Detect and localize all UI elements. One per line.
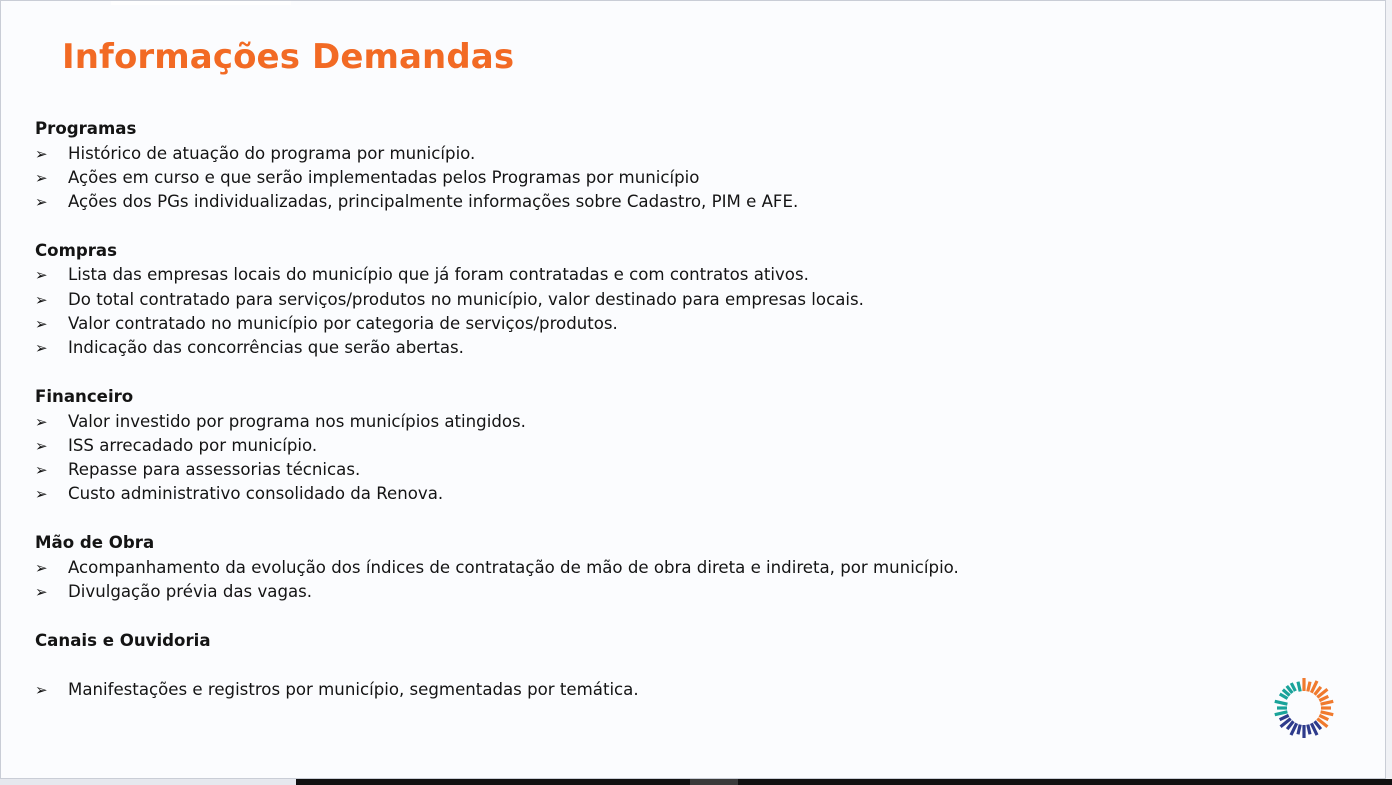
list-item: [35, 312, 1135, 336]
list-item: [35, 288, 1135, 312]
logo-ray: [1275, 701, 1288, 704]
section-gap: [35, 214, 1135, 239]
list-item: [35, 166, 1135, 190]
window-edge-right: [1386, 0, 1392, 779]
arrow-bullet-icon: ➢: [35, 583, 48, 602]
list-item-text: Manifestações e registros por município, segmentadas por temática.: [68, 679, 639, 699]
taskbar-mark: [690, 779, 738, 785]
arrow-bullet-icon: ➢: [35, 485, 48, 504]
arrow-bullet-icon: ➢: [35, 314, 48, 333]
list-item-text: Acompanhamento da evolução dos índices de contratação de mão de obra direta e indireta, por município.: [68, 557, 959, 577]
logo-ray: [1298, 682, 1300, 692]
logo-ray: [1321, 712, 1334, 715]
list-item-text: Ações em curso e que serão implementadas pelos Programas por município: [68, 167, 700, 187]
section-financeiro: [35, 385, 1135, 507]
window-edge-bottom: [0, 779, 296, 785]
circular-burst-logo-icon: [1269, 673, 1339, 743]
list-item-text: Valor investido por programa nos municípios atingidos.: [68, 411, 526, 431]
section-title: Canais e Ouvidoria: [35, 630, 211, 650]
arrow-bullet-icon: ➢: [35, 290, 48, 309]
logo-ray: [1321, 701, 1334, 704]
arrow-bullet-icon: ➢: [35, 461, 48, 480]
list-item: [35, 190, 1135, 214]
arrow-bullet-icon: ➢: [35, 436, 48, 455]
logo-ray: [1280, 715, 1289, 719]
list-item-text: Lista das empresas locais do município que já foram contratadas e com contratos ativos.: [68, 265, 809, 285]
section-title: Programas: [35, 119, 137, 138]
list-item-text: Valor contratado no município por categoria de serviços/produtos.: [68, 313, 618, 333]
arrow-bullet-icon: ➢: [35, 412, 48, 431]
list-item-text: Indicação das concorrências que serão abertas.: [68, 338, 464, 358]
arrow-bullet-icon: ➢: [35, 144, 48, 163]
logo-ray: [1319, 715, 1328, 719]
list-item: [35, 410, 1135, 434]
section-compras: [35, 239, 1135, 361]
list-item-text: Do total contratado para serviços/produtos no município, valor destinado para empresas locais.: [68, 289, 864, 309]
section-title: Financeiro: [35, 387, 134, 407]
logo-ray: [1319, 696, 1328, 700]
logo-ray: [1308, 682, 1310, 692]
taskbar-strip: [296, 779, 1392, 785]
section-title: Mão de Obra: [35, 533, 155, 553]
list-item-text: Divulgação prévia das vagas.: [68, 582, 313, 602]
list-item: [35, 263, 1135, 287]
list-item: [35, 580, 1135, 604]
section-mao-de-obra: [35, 531, 1135, 604]
page-title: Informações Demandas: [62, 37, 515, 77]
list-item: [35, 142, 1135, 166]
top-notch: [111, 1, 291, 5]
list-item-text: Repasse para assessorias técnicas.: [68, 460, 361, 480]
logo-ray: [1308, 725, 1310, 735]
list-item-text: Custo administrativo consolidado da Renova.: [68, 484, 444, 504]
content-list: [35, 117, 1135, 702]
section-gap: [35, 604, 1135, 629]
arrow-bullet-icon: ➢: [35, 266, 48, 285]
section-title: Compras: [35, 240, 118, 260]
arrow-bullet-icon: ➢: [35, 680, 48, 699]
arrow-bullet-icon: ➢: [35, 168, 48, 187]
logo-ray: [1291, 683, 1295, 691]
list-item: [35, 678, 1135, 702]
section-gap: [35, 507, 1135, 532]
section-gap: [35, 361, 1135, 386]
list-item: [35, 482, 1135, 506]
list-item: [35, 434, 1135, 458]
arrow-bullet-icon: ➢: [35, 193, 48, 212]
list-item-text: Ações dos PGs individualizadas, principalmente informações sobre Cadastro, PIM e AFE.: [68, 192, 799, 212]
logo-ray: [1298, 725, 1300, 735]
section-gap: [35, 653, 1135, 678]
arrow-bullet-icon: ➢: [35, 339, 48, 358]
list-item: [35, 556, 1135, 580]
list-item: [35, 336, 1135, 360]
list-item-text: ISS arrecadado por município.: [68, 435, 318, 455]
list-item: [35, 458, 1135, 482]
logo-ray: [1275, 712, 1288, 715]
section-canais-ouvidoria: [35, 629, 1135, 702]
section-programas: [35, 117, 1135, 214]
arrow-bullet-icon: ➢: [35, 558, 48, 577]
list-item-text: Histórico de atuação do programa por município.: [68, 143, 476, 163]
